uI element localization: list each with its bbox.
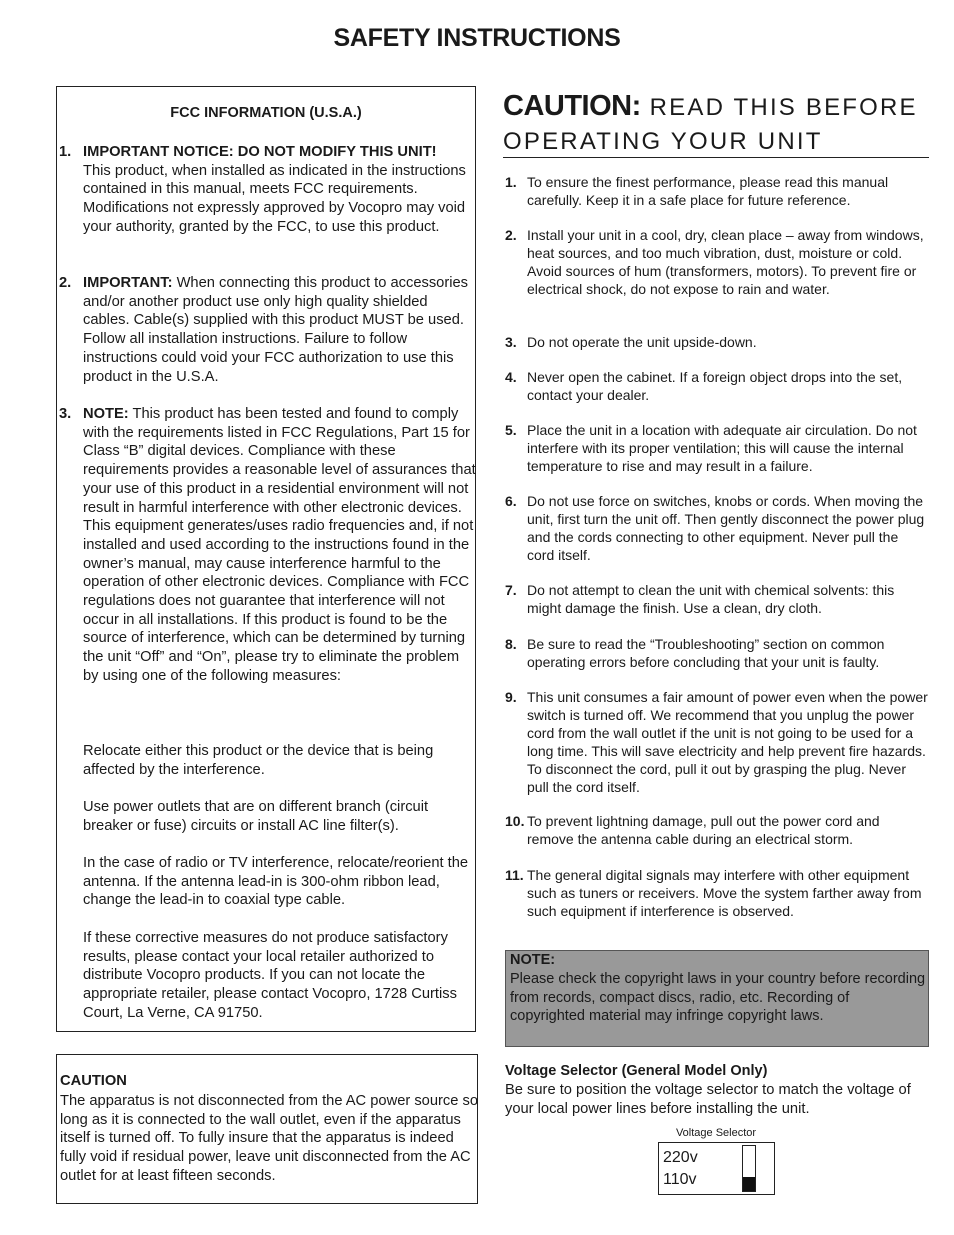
voltage-selector-diagram <box>658 1142 775 1195</box>
fcc-item-text: This product has been tested and found to comply with the requirements listed in FCC Regulations, Part 15 for Class “B” digital devices. Compliance with these requirements provides a reasonable level of assurances that your use of this product in a residential environment will not result in harmful interference with other electronic devices. This equipment generates/uses radio frequencies and, if not installed and used according to the instructions found in the owner’s manual, may cause interference harmful to the operation of other electronic devices. Compliance with FCC regulations does not guarantee that interference will not occur in all installations. If this product is found to be the source of interference, which can be determined by turning the unit “Off” and “On”, please try to eliminate the problem by using one of the following measures: <box>83 406 476 684</box>
caution-box-text: The apparatus is not disconnected from the AC power source so long as it is connected to the wall outlet, even if the apparatus itself is turned off. To fully insure that the apparatus is indeed fully void if residual power, leave unit disconnected from the AC outlet for at least fifteen seconds. <box>60 1093 479 1184</box>
caution-item-10 <box>505 813 929 849</box>
caution-heading-bold: CAUTION: <box>503 90 641 122</box>
caution-item-text: To ensure the finest performance, please read this manual carefully. Keep it in a safe place for future reference. <box>527 174 889 208</box>
fcc-measure-2: Use power outlets that are on different branch (circuit breaker or fuse) circuits or install AC line filter(s). <box>83 799 429 834</box>
fcc-item-2 <box>59 274 477 386</box>
caution-box-heading: CAUTION <box>60 1073 127 1089</box>
fcc-item-1 <box>59 143 477 237</box>
caution-item-text: Do not use force on switches, knobs or cords. When moving the unit, first turn the unit off. Then gently disconnect the power plug and the cords connecting to other equipment. Never pull the cord itself. <box>527 493 925 563</box>
caution-item-number: 9. <box>505 689 517 705</box>
fcc-item-lead: IMPORTANT NOTICE: DO NOT MODIFY THIS UNIT! <box>83 144 437 160</box>
caution-heading-line1: READ THIS BEFORE <box>640 94 918 121</box>
caution-item-5 <box>505 422 929 476</box>
caution-item-6 <box>505 493 929 565</box>
fcc-item-lead: IMPORTANT: <box>83 275 173 291</box>
caution-item-3 <box>505 334 929 352</box>
note-heading: NOTE: <box>510 952 556 968</box>
fcc-item-lead: NOTE: <box>83 406 129 422</box>
caution-item-text: The general digital signals may interfere with other equipment such as tuners or receivers. Move the system farther away from such equipment if interference is observed. <box>527 867 922 919</box>
copyright-note-box <box>505 950 929 1047</box>
caution-item-text: Be sure to read the “Troubleshooting” section on common operating errors before concluding that your unit is faulty. <box>527 636 885 670</box>
fcc-item-number: 3. <box>59 406 72 422</box>
caution-item-number: 6. <box>505 493 517 509</box>
fcc-information-box <box>56 86 476 1032</box>
caution-item-1 <box>505 174 929 210</box>
switch-knob <box>743 1177 755 1191</box>
fcc-item-number: 1. <box>59 144 72 160</box>
voltage-selector-caption: Voltage Selector <box>675 1127 757 1139</box>
caution-item-text: Do not operate the unit upside-down. <box>527 334 757 350</box>
note-text: Please check the copyright laws in your country before recording from records, compact discs, radio, etc. Recording of copyrighted material may infringe copyright laws. <box>510 971 926 1024</box>
caution-item-text: To prevent lightning damage, pull out the power cord and remove the antenna cable during an electrical storm. <box>527 813 880 847</box>
fcc-measure-4: If these corrective measures do not produce satisfactory results, please contact your local retailer authorized to distribute Vocopro products. If you can not locate the appropriate retailer, please contact Vocopro, 1728 Curtiss Court, La Verne, CA 91750. <box>83 930 457 1021</box>
fcc-heading: FCC INFORMATION (U.S.A.) <box>170 105 362 121</box>
caution-item-number: 7. <box>505 582 517 598</box>
caution-item-number: 8. <box>505 636 517 652</box>
caution-heading-line2: OPERATING YOUR UNIT <box>503 128 823 155</box>
page-title: SAFETY INSTRUCTIONS <box>333 24 621 52</box>
caution-item-7 <box>505 582 929 618</box>
fcc-item-text: When connecting this product to accessories and/or another product use only high quality shielded cables. Cable(s) supplied with this product MUST be used. Follow all installation instructions. Failure to follow instructions could void your FCC authorization to use this product in the U.S.A. <box>83 275 469 385</box>
fcc-item-text: This product, when installed as indicated in the instructions contained in this manual, meets FCC requirements. Modifications not expressly approved by Vocopro may void your authority, granted by the FCC, to use this product. <box>83 162 466 235</box>
heading-divider <box>503 157 929 158</box>
voltage-selector-text: Be sure to position the voltage selector to match the voltage of your local power lines before installing the unit. <box>505 1082 911 1117</box>
caution-item-number: 2. <box>505 227 517 243</box>
caution-item-text: Never open the cabinet. If a foreign object drops into the set, contact your dealer. <box>527 369 903 403</box>
voltage-switch-icon <box>742 1145 756 1192</box>
caution-item-text: Place the unit in a location with adequate air circulation. Do not interfere with its proper ventilation; this will cause the internal temperature to rise and may result in a failure. <box>527 422 917 474</box>
voltage-option-110: 110v <box>663 1171 697 1188</box>
fcc-measure-3: In the case of radio or TV interference, relocate/reorient the antenna. If the antenna lead-in is 300-ohm ribbon lead, change the lead-in to coaxial type cable. <box>83 855 469 909</box>
caution-item-number: 3. <box>505 334 517 350</box>
caution-item-2 <box>505 227 929 299</box>
fcc-item-number: 2. <box>59 275 72 291</box>
fcc-measure-1: Relocate either this product or the device that is being affected by the interference. <box>83 743 434 778</box>
ac-power-caution-box <box>56 1054 478 1204</box>
caution-item-number: 1. <box>505 174 517 190</box>
caution-item-number: 5. <box>505 422 517 438</box>
caution-item-text: Do not attempt to clean the unit with chemical solvents: this might damage the finish. Use a clean, dry cloth. <box>527 582 895 616</box>
fcc-item-3 <box>59 405 477 686</box>
caution-item-9 <box>505 689 929 796</box>
caution-item-number: 4. <box>505 369 517 385</box>
caution-item-4 <box>505 369 929 405</box>
caution-item-number: 11. <box>505 867 524 883</box>
caution-item-text: This unit consumes a fair amount of power even when the power switch is turned off. We recommend that you unplug the power cord from the wall outlet if the unit is not going to be used for a long time. This will save electricity and help prevent fire hazards. To disconnect the cord, pull it out by grasping the plug. Never pull the cord itself. <box>527 689 928 795</box>
caution-item-11 <box>505 867 929 921</box>
caution-item-text: Install your unit in a cool, dry, clean place – away from windows, heat sources, and too much vibration, dust, moisture or cold. Avoid sources of hum (transformers, motors). To prevent fire or electrical shock, do not expose to rain and water. <box>527 227 924 297</box>
voltage-selector-heading: Voltage Selector (General Model Only) <box>505 1063 768 1079</box>
caution-item-8 <box>505 636 929 672</box>
caution-item-number: 10. <box>505 813 525 829</box>
voltage-option-220: 220v <box>663 1149 698 1166</box>
